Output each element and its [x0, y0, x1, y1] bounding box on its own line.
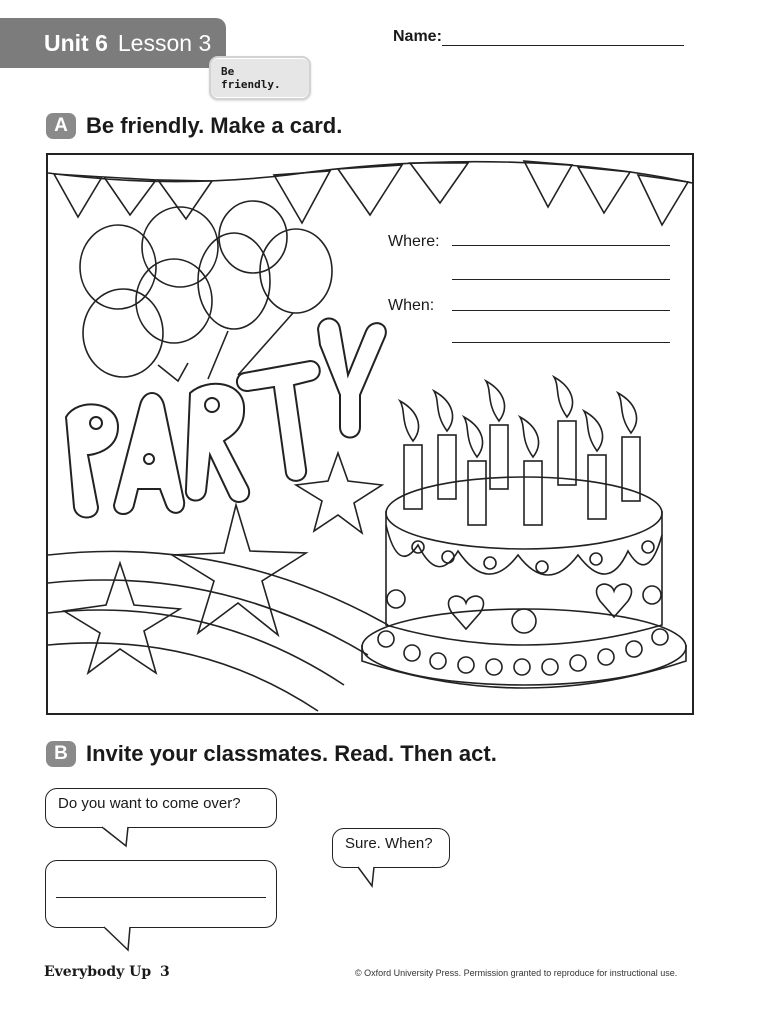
section-a-title: Be friendly. Make a card. [86, 113, 343, 138]
party-illustration [48, 155, 692, 713]
party-lettering [66, 319, 386, 518]
footer-page-number: 3 [160, 964, 170, 980]
footer-brand [44, 964, 170, 980]
section-a-letter: A [46, 113, 76, 139]
rainbow-arcs [48, 551, 388, 711]
section-b-heading [46, 741, 497, 767]
name-label: Name: [393, 28, 442, 45]
when-line-1[interactable] [452, 310, 670, 311]
when-line-2[interactable] [452, 342, 670, 343]
unit-tab [0, 18, 226, 68]
speech-bubble-reply-tail [356, 866, 380, 888]
unit-label: Unit 6 [44, 29, 108, 56]
candles [400, 377, 640, 525]
where-label: Where: [388, 233, 440, 250]
section-b-title: Invite your classmates. Read. Then act. [86, 741, 497, 766]
birthday-cake [362, 377, 686, 688]
speech-bubble-answer [45, 860, 277, 928]
bunting-flags [48, 161, 692, 225]
when-label: When: [388, 297, 435, 314]
section-a-heading [46, 113, 342, 139]
where-line-1[interactable] [452, 245, 670, 246]
answer-write-line[interactable] [56, 897, 266, 898]
speech-bubble-question-text: Do you want to come over? [58, 795, 241, 812]
speech-bubble-reply-text: Sure. When? [345, 835, 433, 852]
balloons [80, 201, 332, 381]
lesson-badge [209, 56, 311, 100]
footer-brand-name: Everybody Up [44, 964, 152, 980]
speech-bubble-question [45, 788, 277, 828]
where-line-2[interactable] [452, 279, 670, 280]
footer-copyright: © Oxford University Press. Permission granted to reproduce for instructional use. [355, 968, 678, 978]
cake-swirls [378, 629, 668, 675]
party-card [46, 153, 694, 715]
lesson-badge-text: Be friendly. [211, 59, 309, 97]
lesson-label: Lesson 3 [117, 29, 212, 56]
speech-bubble-answer-tail [102, 926, 134, 952]
speech-bubble-reply [332, 828, 450, 868]
name-line [442, 45, 684, 46]
speech-bubble-question-tail [100, 826, 132, 848]
section-b-letter: B [46, 741, 76, 767]
